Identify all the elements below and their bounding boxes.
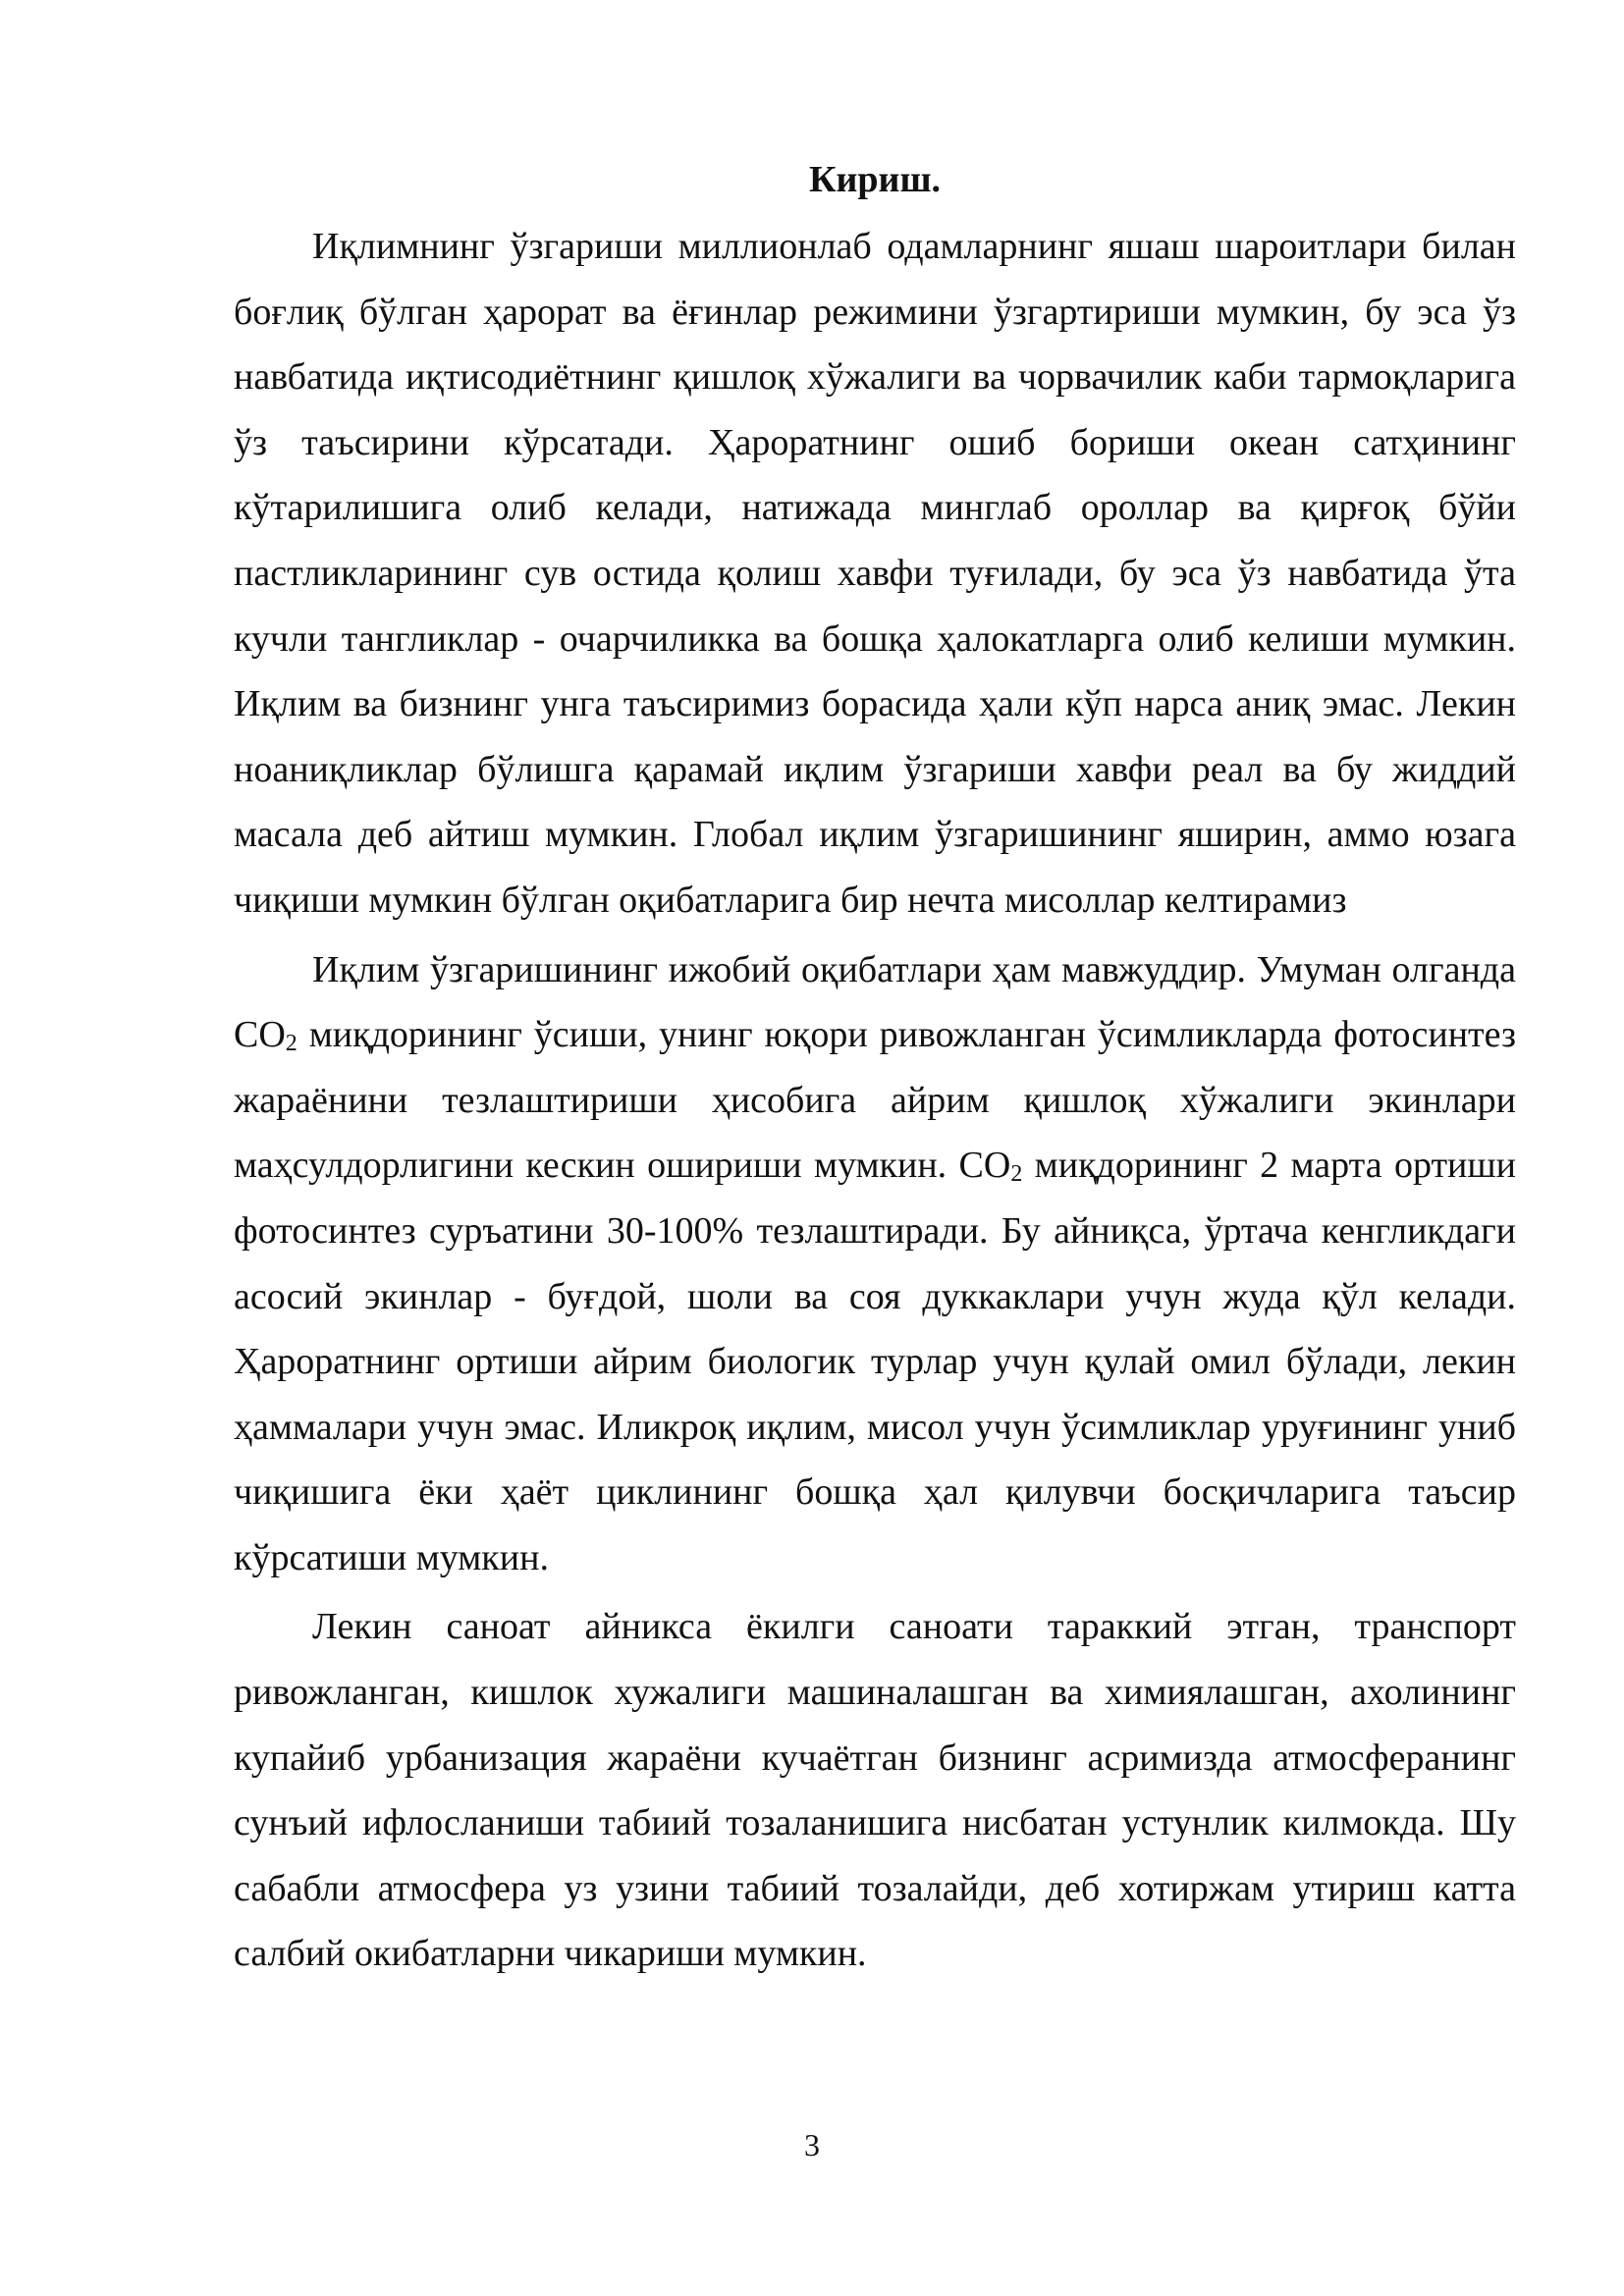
- paragraph-climate-change-risks: Иқлимнинг ўзгариши миллионлаб одамларнинг яшаш шароитлари билан боғлиқ бўлган ҳарорат ва ёғинлар режимини ўзгартириши мумкин, бу эса ўз навбатида иқтисодиётнинг қишлоқ хўжалиги ва чорвачилик каби тармоқларига ўз таъсирини кўрсатади. Ҳароратнинг ошиб бориши океан сатҳининг кўтарилишига олиб келади, натижада минглаб ороллар ва қирғоқ бўйи пастликларининг сув остида қолиш хавфи туғилади, бу эса ўз навбатида ўта кучли тангликлар - очарчиликка ва бошқа ҳалокатларга олиб келиши мумкин. Иқлим ва бизнинг унга таъсиримиз борасида ҳали кўп нарса аниқ эмас. Лекин ноаниқликлар бўлишга қарамай иқлим ўзгариши хавфи реал ва бу жиддий масала деб айтиш мумкин. Глобал иқлим ўзгаришининг яширин, аммо юзага чиқиши мумкин бўлган оқибатларига бир нечта мисоллар келтирамиз: [234, 226, 1516, 921]
- page-title: Кириш.: [808, 159, 942, 200]
- co2-subscript-1: 2: [285, 1031, 298, 1057]
- paragraph-positive-effects-text-3: миқдорининг 2 марта ортиши фотосинтез суръатини 30-100% тезлаштиради. Бу айниқса, ўртача кенгликдаги асосий экинлар - буғдой, шоли ва соя дуккаклари учун жуда қўл келади. Ҳароратнинг ортиши айрим биологик турлар учун қулай омил бўлади, лекин ҳаммалари учун эмас. Иликроқ иқлим, мисол учун ўсимликлар уруғининг униб чиқишига ёки ҳаёт циклининг бошқа ҳал қилувчи босқичларига таъсир кўрсатиши мумкин.: [234, 1145, 1516, 1578]
- paragraph-positive-effects: [234, 937, 1516, 1591]
- co2-subscript-2: 2: [1010, 1161, 1023, 1188]
- paragraph-atmospheric-pollution: Лекин саноат айникса ёкилги саноати тараккий этган, транспорт ривожланган, кишлок хужалиги машиналашган ва химиялашган, ахолининг купайиб урбанизация жараёни кучаётган бизнинг асримизда атмосферанинг сунъий ифлосланиши табиий тозаланишига нисбатан устунлик килмокда. Шу сабабли атмосфера уз узини табиий тозалайди, деб хотиржам утириш катта салбий окибатларни чикариши мумкин.: [234, 1606, 1516, 1975]
- page-content: [234, 147, 1516, 1987]
- page-number: 3: [804, 2127, 820, 2163]
- paragraph-positive-effects-text-1: Иқлим ўзгаришининг ижобий оқибатлари ҳам мавжуддир. Умуман олганда CO: [234, 948, 1516, 1056]
- paragraph-positive-effects-text-2: миқдорининг ўсиши, унинг юқори ривожланган ўсимликларда фотосинтез жараёнини тезлаштириши ҳисобига айрим қишлоқ хўжалиги экинлари маҳсулдорлигини кескин ошириши мумкин. CO: [234, 1014, 1516, 1187]
